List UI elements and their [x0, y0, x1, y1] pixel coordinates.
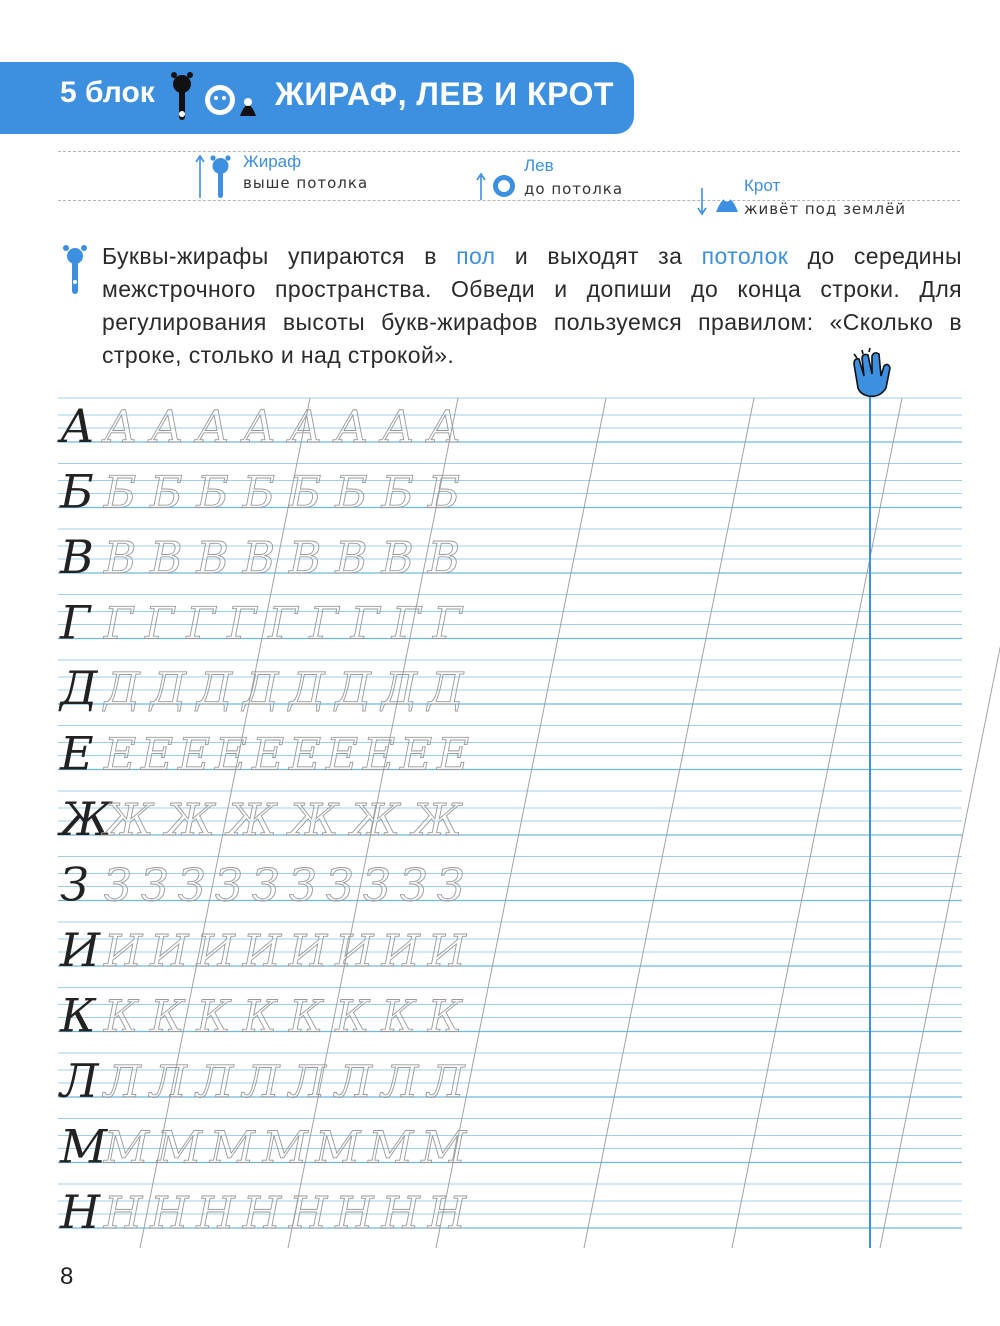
- trace-letter: М: [209, 1122, 255, 1174]
- trace-letter: И: [381, 926, 420, 977]
- trace-letter: Д: [427, 664, 464, 715]
- trace-letter: К: [381, 991, 416, 1043]
- trace-letter: И: [427, 926, 467, 977]
- trace-letter: Л: [289, 1057, 326, 1108]
- trace-letter: Д: [196, 664, 233, 715]
- trace-letter: Л: [196, 1057, 234, 1108]
- trace-letter: Е: [400, 729, 433, 781]
- trace-letter: К: [427, 991, 462, 1043]
- trace-letter: Е: [141, 729, 174, 781]
- trace-letter: Г: [145, 598, 175, 650]
- trace-letter: Д: [381, 664, 418, 715]
- block-title: ЖИРАФ, ЛЕВ И КРОТ: [275, 76, 614, 112]
- instruction-part: до середины межстрочного пространства. Обведи и допиши до конца строки. Для регулирования высоты букв-жирафов пользуемся правилом: «Сколько в строке, столько и над строкой».: [102, 243, 962, 368]
- trace-letter: Г: [104, 598, 134, 650]
- trace-letter: А: [427, 402, 462, 453]
- trace-letter: З: [437, 860, 465, 912]
- trace-letter: Д: [289, 664, 325, 715]
- trace-letter: А: [150, 402, 184, 453]
- trace-letter: Б: [427, 467, 461, 519]
- trace-letter: А: [289, 402, 323, 453]
- trace-letter: Б: [104, 467, 137, 519]
- legend-desc: до потолка: [524, 180, 624, 198]
- trace-letter: И: [196, 926, 235, 977]
- instruction-part: и выходят за: [495, 243, 702, 269]
- trace-letter: Г: [227, 598, 257, 650]
- trace-letter: А: [196, 402, 230, 453]
- trace-letter: З: [363, 860, 391, 912]
- trace-letter: В: [427, 533, 461, 584]
- trace-letter: З: [289, 860, 317, 912]
- trace-letter: В: [335, 533, 368, 584]
- trace-letter: В: [289, 533, 322, 584]
- trace-letter: Г: [309, 598, 339, 650]
- trace-letter: К: [335, 991, 370, 1043]
- trace-letter: Ж: [227, 795, 277, 846]
- trace-letter: Г: [432, 598, 463, 650]
- slant-line: [880, 398, 1000, 1248]
- trace-letter: В: [381, 533, 414, 584]
- trace-letter: М: [368, 1122, 414, 1174]
- trace-letter: Е: [104, 729, 137, 781]
- trace-letter: Ж: [289, 795, 339, 846]
- trace-letter: Н: [381, 1188, 420, 1239]
- trace-letter: В: [104, 533, 137, 584]
- trace-letter: З: [252, 860, 280, 912]
- sample-letter: А: [60, 399, 95, 453]
- sample-letter: К: [60, 988, 96, 1043]
- trace-letter: Г: [186, 598, 216, 650]
- highlight-ceiling: потолок: [701, 243, 789, 269]
- sample-letter: Н: [60, 1185, 101, 1239]
- trace-letter: Л: [150, 1057, 187, 1108]
- clapping-hands-icon: [854, 348, 890, 396]
- trace-letter: Б: [335, 467, 368, 519]
- trace-letter: К: [104, 991, 139, 1043]
- trace-letter: В: [196, 533, 229, 584]
- sample-letter: Е: [60, 726, 94, 781]
- trace-letter: Д: [150, 664, 187, 715]
- trace-letter: К: [150, 991, 185, 1043]
- trace-letter: З: [141, 860, 169, 912]
- trace-letter: Н: [427, 1188, 467, 1239]
- trace-letter: В: [242, 533, 276, 584]
- page-number: 8: [60, 1263, 74, 1290]
- sample-letter: В: [60, 530, 94, 584]
- trace-letter: З: [400, 860, 428, 912]
- block-label: 5 блок: [60, 76, 155, 109]
- trace-letter: Е: [178, 729, 211, 781]
- trace-letter: Н: [289, 1188, 328, 1239]
- trace-letter: Г: [391, 598, 421, 650]
- trace-letter: М: [262, 1122, 308, 1174]
- trace-letter: И: [242, 926, 282, 977]
- trace-letter: Б: [150, 467, 183, 519]
- trace-letter: А: [242, 402, 277, 453]
- trace-letter: А: [104, 402, 138, 453]
- trace-letter: В: [150, 533, 183, 584]
- trace-letter: Б: [289, 467, 322, 519]
- trace-letter: И: [104, 926, 143, 977]
- trace-letter: Е: [215, 729, 248, 781]
- trace-letter: Н: [242, 1188, 282, 1239]
- trace-letter: З: [178, 860, 206, 912]
- trace-letter: Н: [196, 1188, 235, 1239]
- highlight-floor: пол: [456, 243, 496, 269]
- trace-letter: Б: [242, 467, 276, 519]
- trace-letter: М: [156, 1122, 202, 1174]
- sample-letter: М: [60, 1119, 108, 1174]
- trace-letter: И: [289, 926, 328, 977]
- slant-line: [732, 398, 902, 1248]
- trace-letter: Е: [289, 729, 322, 781]
- trace-letter: Е: [363, 729, 396, 781]
- sample-letter: И: [60, 923, 101, 977]
- trace-letter: Ж: [165, 795, 216, 846]
- trace-letter: Е: [437, 729, 470, 781]
- trace-letter: Н: [104, 1188, 143, 1239]
- trace-letter: Б: [196, 467, 229, 519]
- trace-letter: М: [104, 1122, 150, 1174]
- trace-letter: Л: [242, 1057, 280, 1108]
- trace-letter: М: [315, 1122, 361, 1174]
- sample-letter: Д: [60, 661, 98, 715]
- sample-letter: З: [60, 857, 89, 912]
- trace-letter: Ж: [350, 795, 401, 846]
- trace-letter: Л: [427, 1057, 465, 1108]
- instruction-part: Буквы-жирафы упираются в: [102, 243, 457, 269]
- trace-letter: К: [196, 991, 231, 1043]
- trace-letter: Ж: [104, 795, 154, 846]
- trace-letter: З: [215, 860, 243, 912]
- sample-letter: Г: [60, 595, 91, 650]
- legend-desc: живёт под землёй: [744, 200, 907, 218]
- trace-letter: Н: [150, 1188, 189, 1239]
- trace-letter: Е: [252, 729, 285, 781]
- trace-letter: Н: [335, 1188, 374, 1239]
- trace-letter: А: [381, 402, 415, 453]
- trace-letter: А: [335, 402, 369, 453]
- trace-letter: И: [335, 926, 374, 977]
- sample-letter: Ж: [60, 792, 112, 846]
- trace-letter: Д: [242, 664, 279, 715]
- legend-desc: выше потолка: [243, 174, 369, 192]
- slant-line: [584, 398, 754, 1248]
- trace-letter: Л: [381, 1057, 419, 1108]
- legend-name: Крот: [744, 176, 781, 195]
- trace-letter: Г: [268, 598, 298, 650]
- legend-name: Жираф: [243, 152, 302, 171]
- trace-letter: Е: [326, 729, 359, 781]
- trace-letter: Г: [350, 598, 380, 650]
- trace-letter: Л: [335, 1057, 372, 1108]
- trace-letter: К: [289, 991, 324, 1043]
- trace-letter: К: [242, 991, 277, 1043]
- trace-letter: Л: [104, 1057, 141, 1108]
- trace-letter: Ж: [412, 795, 462, 846]
- legend-name: Лев: [524, 156, 554, 175]
- trace-letter: Б: [381, 467, 414, 519]
- sample-letter: Л: [60, 1054, 99, 1108]
- trace-letter: Д: [335, 664, 372, 715]
- sample-letter: Б: [60, 464, 94, 519]
- trace-letter: З: [326, 860, 354, 912]
- trace-letter: Д: [104, 664, 140, 715]
- trace-letter: И: [150, 926, 189, 977]
- trace-letter: М: [421, 1122, 467, 1174]
- trace-letter: З: [104, 860, 132, 912]
